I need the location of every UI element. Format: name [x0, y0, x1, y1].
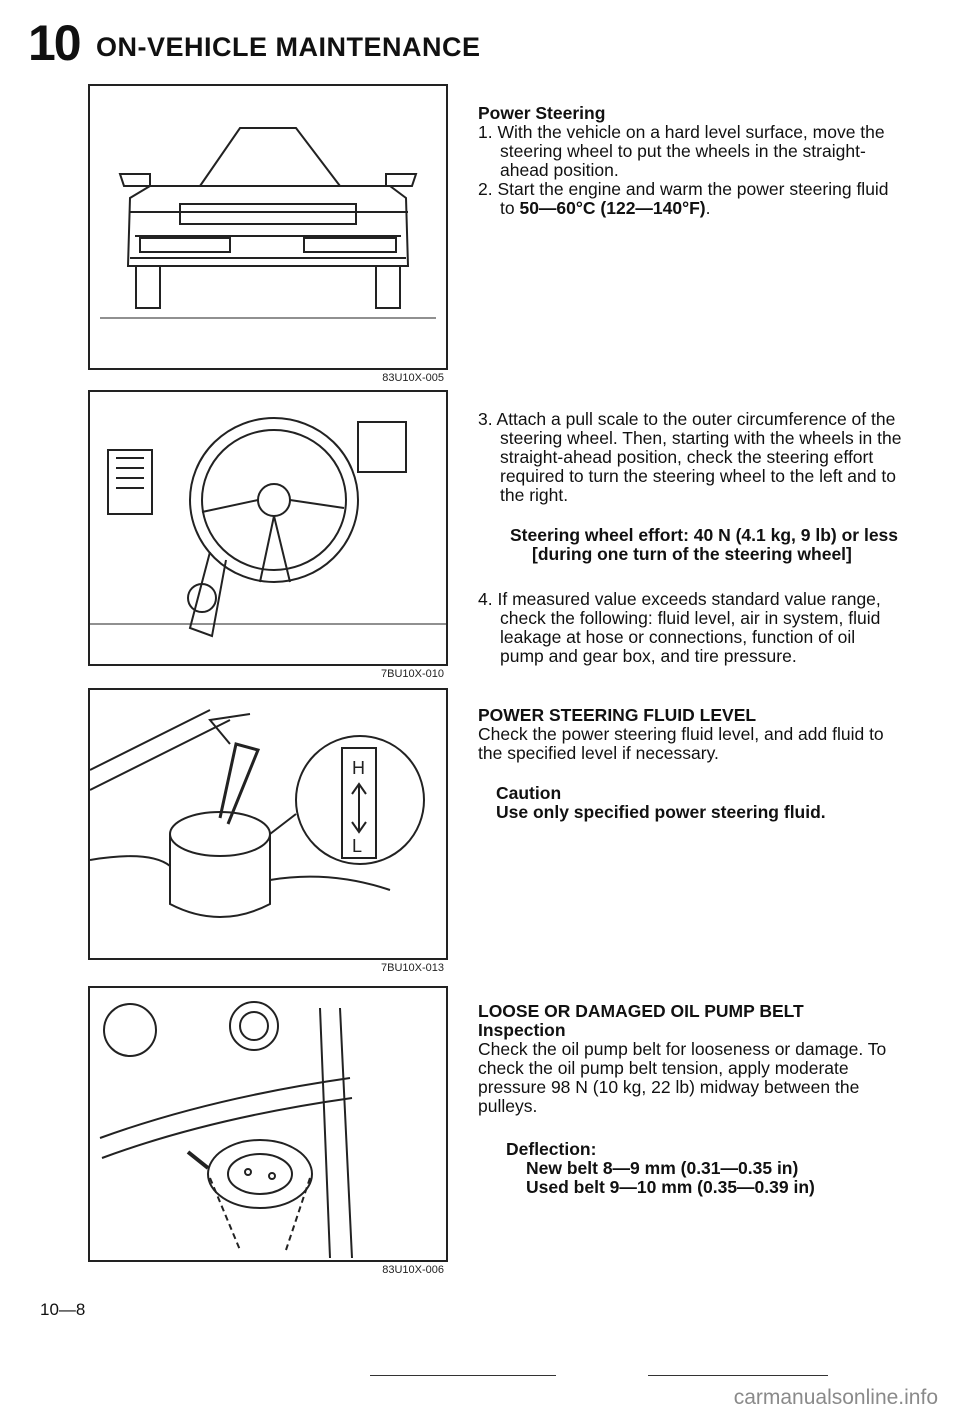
step-3-block: [478, 410, 903, 505]
watermark-text: carmanualsonline.info: [733, 1386, 938, 1409]
spec-line-2: [during one turn of the steering wheel]: [532, 544, 852, 564]
step-4: 4. If measured value exceeds standard value range, check the following: fluid level, air in system, fluid leakage at hose or connections, function of oil pump and gear box, and tire pressure.: [478, 589, 881, 666]
oil-pump-belt-icon: [90, 988, 446, 1260]
fluid-reservoir-dipstick-icon: [90, 690, 446, 958]
figure-code: 7BU10X-010: [381, 668, 444, 680]
deflection-block: [506, 1140, 906, 1197]
page-number: 10—8: [40, 1300, 86, 1319]
car-front-illustration-icon: [90, 86, 446, 368]
deflection-title: Deflection:: [506, 1139, 597, 1159]
belt-subheading: Inspection: [478, 1020, 566, 1040]
belt-section: [478, 1002, 903, 1116]
spec-line-1: Steering wheel effort: 40 N (4.1 kg, 9 lb) or less: [510, 525, 899, 545]
step-3: 3. Attach a pull scale to the outer circumference of the steering wheel. Then, starting with the wheels in the straight-ahead position, check the steering effort required to turn the steering wheel to the left and to the right.: [478, 409, 902, 505]
fluid-level-body: Check the power steering fluid level, and add fluid to the specified level if necessary.: [478, 724, 884, 763]
caution-title: Caution: [496, 783, 562, 803]
figure-code: 83U10X-005: [382, 372, 444, 384]
belt-body: Check the oil pump belt for looseness or damage. To check the oil pump belt tension, apply moderate pressure 98 N (10 kg, 22 lb) midway between the pulleys.: [478, 1039, 887, 1116]
figure-fluid-reservoir: [88, 688, 448, 960]
belt-heading: LOOSE OR DAMAGED OIL PUMP BELT: [478, 1001, 804, 1021]
deflection-used-belt: Used belt 9—10 mm (0.35—0.39 in): [526, 1177, 815, 1197]
svg-text:L: L: [352, 836, 363, 856]
deflection-new-belt: New belt 8—9 mm (0.31—0.35 in): [526, 1158, 799, 1178]
caution-text: Use only specified power steering fluid.: [496, 802, 826, 822]
figure-oil-pump-belt: [88, 986, 448, 1262]
figure-car-front: [88, 84, 448, 370]
power-steering-section: [478, 104, 903, 218]
step-1: 1. With the vehicle on a hard level surface, move the steering wheel to put the wheels in the straight-ahead position.: [478, 122, 885, 180]
steering-effort-spec: [510, 526, 910, 564]
power-steering-heading: Power Steering: [478, 103, 606, 123]
chapter-number: 10: [28, 15, 80, 71]
steering-wheel-pull-scale-icon: [90, 392, 446, 664]
footer-rule: [370, 1375, 556, 1376]
fluid-level-heading: POWER STEERING FLUID LEVEL: [478, 705, 757, 725]
footer-rule: [648, 1375, 828, 1376]
figure-code: 7BU10X-013: [381, 962, 444, 974]
fluid-level-section: [478, 706, 903, 763]
figure-steering-wheel: [88, 390, 448, 666]
step-4-block: [478, 590, 903, 666]
caution-block: [496, 784, 901, 822]
step-2: 2. Start the engine and warm the power steering fluid to 50—60°C (122—140°F).: [478, 179, 889, 218]
figure-code: 83U10X-006: [382, 1264, 444, 1276]
chapter-title: ON-VEHICLE MAINTENANCE: [96, 32, 481, 62]
svg-text:H: H: [352, 758, 365, 778]
